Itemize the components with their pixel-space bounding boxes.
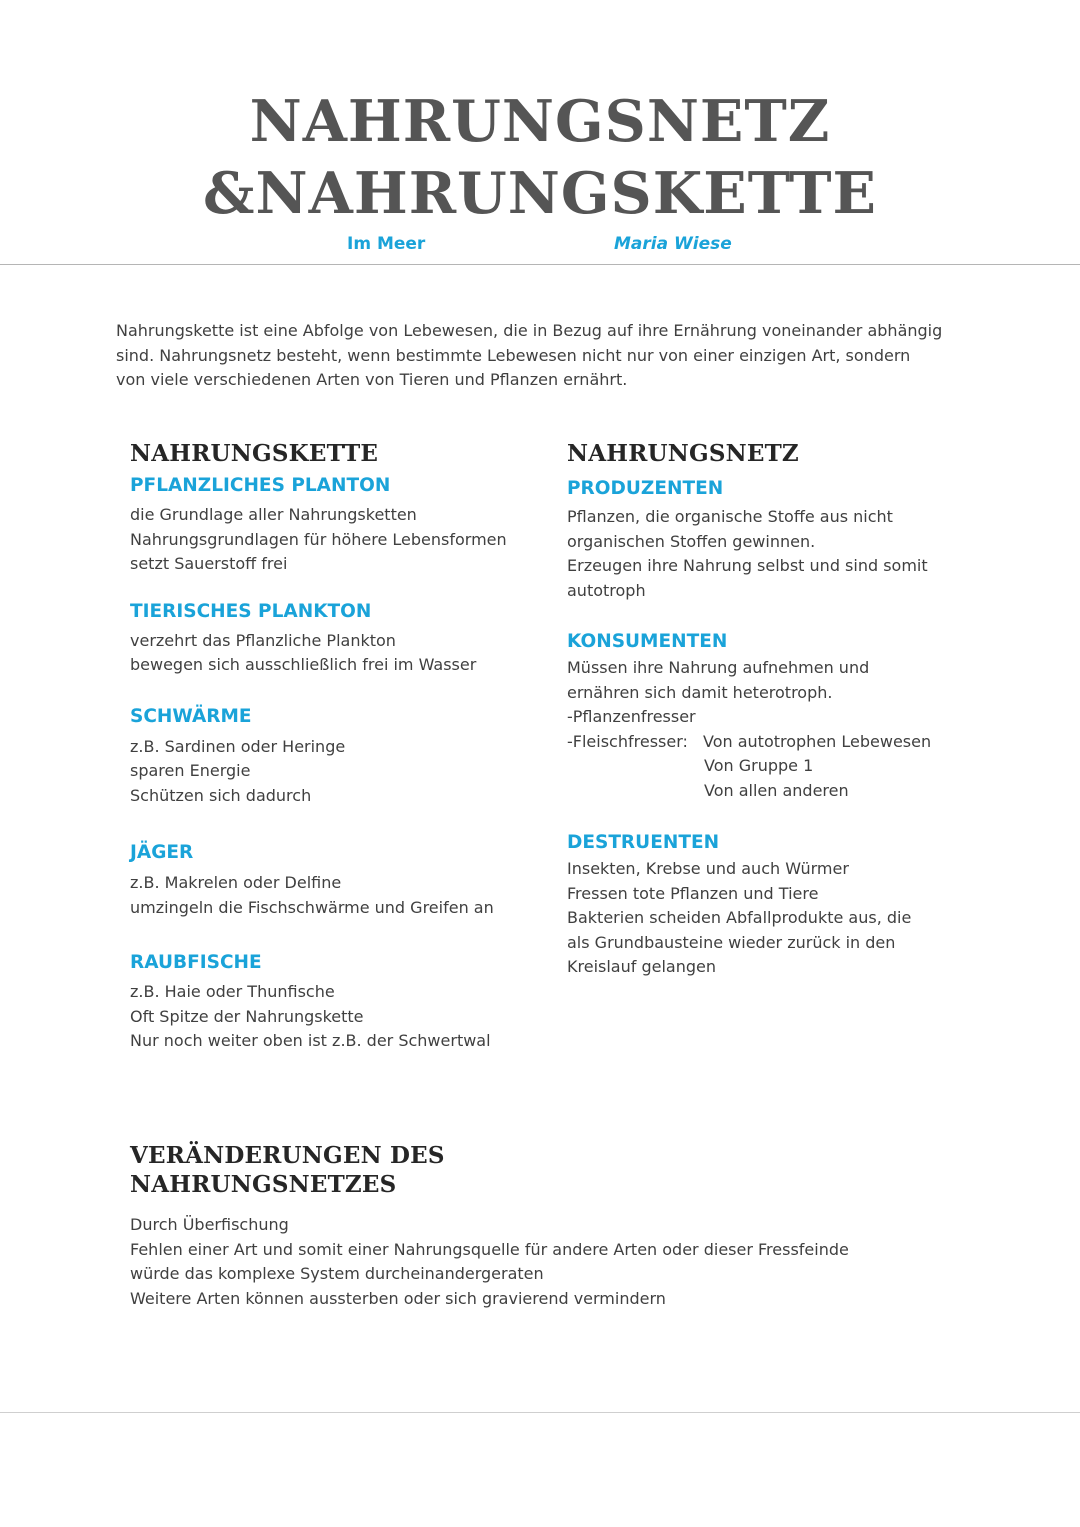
text-line: sparen Energie	[130, 761, 251, 780]
text-line: autotroph	[567, 580, 646, 600]
text-line: Fehlen einer Art und somit einer Nahrungsquelle für andere Arten oder dieser Fressfeinde	[130, 1239, 849, 1259]
text-line: z.B. Makrelen oder Delfine	[130, 873, 342, 892]
text-line: die Grundlage aller Nahrungsketten	[130, 505, 417, 524]
text-line: Erzeugen ihre Nahrung selbst und sind somit	[567, 556, 928, 575]
text-line: z.B. Sardinen oder Heringe	[130, 736, 346, 756]
nahrungsnetz-column	[567, 438, 987, 980]
page-title-line-2: &NAHRUNGSKETTE	[203, 160, 877, 227]
text-line: als Grundbausteine wieder zurück in den	[567, 932, 896, 952]
text-line: Von Gruppe 1	[704, 756, 814, 775]
subtitle-topic: Im Meer	[347, 234, 426, 254]
subsection-title: JÄGER	[130, 842, 194, 863]
text-line: Bakterien scheiden Abfallprodukte aus, die	[567, 908, 912, 927]
text-line: verzehrt das Pflanzliche Plankton	[130, 630, 396, 650]
text-line: -Pflanzenfresser	[567, 707, 696, 726]
text-line: Müssen ihre Nahrung aufnehmen und	[567, 658, 870, 677]
text-line: bewegen sich ausschließlich frei im Wasser	[130, 655, 477, 674]
text-line: Von autotrophen Lebewesen	[703, 731, 932, 751]
subtitle-author: Maria Wiese	[614, 234, 732, 254]
section-heading-line-2: NAHRUNGSNETZES	[130, 1171, 397, 1198]
text-line: Pflanzen, die organische Stoffe aus nicht	[567, 507, 893, 526]
header-divider	[0, 264, 1080, 265]
nahrungskette-column	[130, 438, 550, 1054]
fleischfresser-row	[567, 730, 987, 755]
subsection-text	[130, 629, 550, 678]
subsection-title: PRODUZENTEN	[567, 478, 724, 499]
subsection-title: PFLANZLICHES PLANTON	[130, 475, 391, 496]
subsection-text	[567, 505, 987, 603]
footer-divider	[0, 1412, 1080, 1413]
intro-line: Nahrungskette ist eine Abfolge von Lebewesen, die in Bezug auf ihre Ernährung voneinander abhängig	[116, 321, 943, 340]
subsection-title: SCHWÄRME	[130, 705, 252, 727]
subsection-title: TIERISCHES PLANKTON	[130, 600, 372, 622]
section-text	[130, 1213, 950, 1311]
veraenderungen-section	[130, 1141, 950, 1311]
text-line: Insekten, Krebse und auch Würmer	[567, 859, 849, 878]
text-line: würde das komplexe System durcheinandergeraten	[130, 1264, 544, 1283]
page-title-line-1: NAHRUNGSNETZ	[249, 88, 831, 155]
intro-line: sind. Nahrungsnetz besteht, wenn bestimmte Lebewesen nicht nur von einer einzigen Art, sondern	[116, 345, 911, 365]
text-line: Oft Spitze der Nahrungskette	[130, 1006, 364, 1026]
text-line: setzt Sauerstoff frei	[130, 554, 288, 573]
subsection-text	[130, 735, 550, 809]
text-line: Schützen sich dadurch	[130, 785, 312, 805]
text-line: Kreislauf gelangen	[567, 957, 716, 976]
text-line: Fressen tote Pflanzen und Tiere	[567, 883, 819, 903]
subsection-title: DESTRUENTEN	[567, 832, 720, 853]
text-line: Weitere Arten können aussterben oder sich gravierend vermindern	[130, 1288, 666, 1308]
text-line: z.B. Haie oder Thunfische	[130, 982, 335, 1001]
text-line: ernähren sich damit heterotroph.	[567, 682, 833, 702]
subsection-title: KONSUMENTEN	[567, 631, 728, 652]
subsection-text	[130, 503, 550, 577]
text-line: Durch Überfischung	[130, 1215, 289, 1234]
text-line: organischen Stoffen gewinnen.	[567, 531, 816, 551]
text-line: Von allen anderen	[704, 780, 849, 800]
text-line: umzingeln die Fischschwärme und Greifen an	[130, 897, 494, 917]
fleischfresser-label: -Fleischfresser:	[567, 731, 688, 751]
subsection-text	[567, 656, 987, 803]
intro-line: von viele verschiedenen Arten von Tieren und Pflanzen ernährt.	[116, 370, 628, 389]
section-heading-line-1: VERÄNDERUNGEN DES	[130, 1142, 445, 1169]
subsection-title: RAUBFISCHE	[130, 952, 262, 973]
intro-paragraph	[116, 319, 976, 393]
subsection-text	[130, 980, 550, 1054]
section-heading: NAHRUNGSNETZ	[567, 440, 799, 467]
text-line: Nur noch weiter oben ist z.B. der Schwertwal	[130, 1031, 491, 1050]
section-heading: NAHRUNGSKETTE	[130, 440, 379, 467]
subsection-text	[567, 857, 987, 980]
text-line: Nahrungsgrundlagen für höhere Lebensformen	[130, 529, 507, 549]
subsection-text	[130, 871, 550, 920]
